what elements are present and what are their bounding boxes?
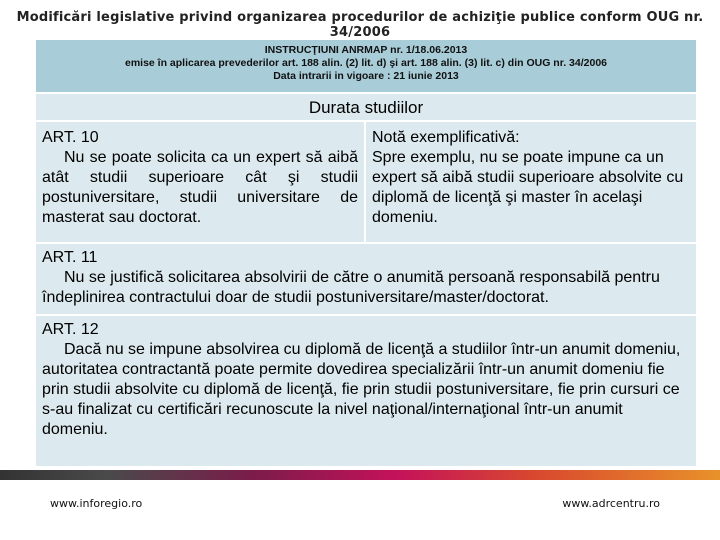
- adrcentru-link[interactable]: www.adrcentru.ro: [562, 497, 660, 510]
- art10-text: Nu se poate solicita ca un expert să aibă atât studii superioare cât şi studii postuniversitare, studii universitare de masterat sau doctorat.: [42, 149, 358, 226]
- content-table: [36, 94, 696, 468]
- art10-cell: [36, 122, 366, 242]
- section-title: Durata studiilor: [36, 94, 696, 122]
- note-cell: [366, 122, 696, 242]
- art10-heading: ART. 10: [42, 129, 99, 146]
- art11-heading: ART. 11: [42, 249, 98, 266]
- header-line-1: INSTRUCŢIUNI ANRMAP nr. 1/18.06.2013: [264, 44, 468, 56]
- header-line-3: Data intrarii in vigoare : 21 iunie 2013: [273, 70, 459, 82]
- table-row: [36, 244, 696, 316]
- footer-color-band: [0, 470, 720, 480]
- instructions-header: [36, 40, 696, 92]
- art12-heading: ART. 12: [42, 321, 99, 338]
- art11-text: Nu se justifică solicitarea absolvirii de către o anumită persoană responsabilă pentru îndeplinirea contractului doar de studii postuniversitare/master/doctorat.: [42, 269, 660, 306]
- table-row: [36, 316, 696, 468]
- note-heading: Notă exemplificativă:: [372, 129, 520, 146]
- header-line-2: emise în aplicarea prevederilor art. 188 alin. (2) lit. d) şi art. 188 alin. (3) lit. c) din OUG nr. 34/2006: [124, 57, 608, 69]
- inforegio-link[interactable]: www.inforegio.ro: [50, 497, 143, 510]
- note-text: Spre exemplu, nu se poate impune ca un expert să aibă studii superioare absolvite cu diplomă de licenţă şi master în acelaşi domeniu.: [372, 149, 684, 226]
- page-title: Modificări legislative privind organizarea procedurilor de achiziţie publice conform OUG nr. 34/2006: [16, 10, 704, 40]
- art12-text: Dacă nu se impune absolvirea cu diplomă de licenţă a studiilor într-un anumit domeniu, autoritatea contractantă poate permite dovedirea specializării într-un anumit domeniu fie prin studii absolvite cu diplomă de licenţă, fie prin studii postuniversitare, fie prin cursuri ce s-au finalizat cu certificări recunoscute la nivel naţional/internaţional într-un anumit domeniu.: [42, 341, 681, 438]
- table-row: [36, 122, 696, 244]
